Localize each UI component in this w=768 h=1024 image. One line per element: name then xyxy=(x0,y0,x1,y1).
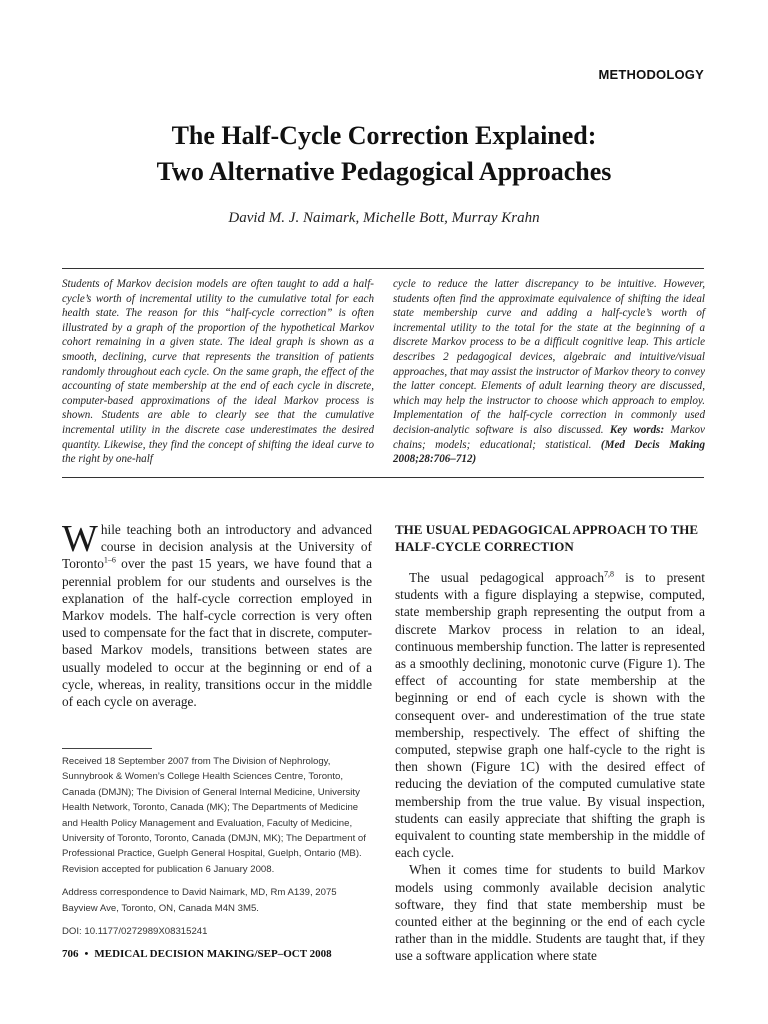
keywords: Markov chains; models; educational; statistical. xyxy=(393,423,705,451)
footnote-address: Address correspondence to David Naimark, MD, Rm A139, 2075 Bayview Ave, Toronto, ON, Canada M4N 3M5. xyxy=(62,887,337,914)
abstract-right-text: cycle to reduce the latter discrepancy to be intuitive. However, students often find the approximate equivalence of shifting the ideal state membership curve and adding a half-cycle’s worth of incremental utility to the total for the state at the beginning of a discrete Markov process to be a difficult cognitive leap. This article describes 2 pedagogical devices, algebraic and intuitive/visual approaches, that may assist the instructor of Markov theory to convey the latter concept. Elements of adult learning theory are discussed, which may help the instructor to choose which approach to employ. Implementation of the half-cycle correction in commonly used decision-analytic software is also discussed. xyxy=(393,278,705,436)
abstract-left-column: Students of Markov decision models are often taught to add a half-cycle’s worth of incremental utility to the cumulative total for each health state. The reason for this “half-cycle correction” is often illustrated by a graph of the proportion of the hypothetical Markov cohort remaining in a given state. The ideal graph is shown as a smooth, declining, curve that represents the transition of patients randomly throughout each cycle. On the same graph, the effect of the accounting of state membership at the end of each cycle in discrete, computer-based approximations of the ideal Markov process is shown. Students are able to clearly see that the cumulative incremental utility in the discrete case underestimates the desired quantity. Likewise, they find the concept of shifting the ideal curve to the right by one-half xyxy=(62,278,374,466)
bullet-icon: • xyxy=(84,948,89,960)
journal-name: MEDICAL DECISION MAKING/SEP–OCT 2008 xyxy=(94,948,332,960)
authors: David M. J. Naimark, Michelle Bott, Murray Krahn xyxy=(228,210,540,226)
footnote-doi: DOI: 10.1177/0272989X08315241 xyxy=(62,926,208,938)
p1-text-a: The usual pedagogical approach xyxy=(409,570,605,585)
drop-cap: W xyxy=(62,518,98,560)
abstract xyxy=(62,268,704,478)
keywords-label: Key words: xyxy=(609,423,665,436)
footnote-divider xyxy=(62,748,152,749)
article-title xyxy=(0,118,768,190)
citation-superscript: 1–6 xyxy=(103,555,116,565)
title-line-1: The Half-Cycle Correction Explained: xyxy=(171,121,597,150)
citation: (Med Decis Making 2008;28:706–712) xyxy=(393,438,705,466)
page-footer xyxy=(62,948,332,960)
footnote-received: Received 18 September 2007 from The Division of Nephrology, Sunnybrook & Women’s College Health Sciences Centre, Toronto, Canada (DMJN); The Division of General Internal Medicine, University Health Network, Toronto, Canada (MK); The Departments of Medicine and Health Policy Management and Evaluation, Faculty of Medicine, University of Toronto, Toronto, Canada (DMJN, MK); The Department of Professional Practice, Guelph General Hospital, Guelph, Ontario (MB). Revision accepted for publication 6 January 2008. xyxy=(62,756,366,875)
paragraph-1 xyxy=(395,569,705,861)
p1-text-b: is to present students with a figure displaying a stepwise, computed, state membership graph representing the output from a discrete Markov process in relation to an ideal, continuous membership function. The latter is represented as a smoothly declining, monotonic curve (Figure 1). The effect of accounting for state membership at the beginning or end of each cycle is shown with the consequent over- and underestimation of the true state membership, respectively. The effect of shifting the computed, stepwise graph one half-cycle to the right is then shown (Figure 1C) with the desired effect of reducing the deviation of the computed cumulative state membership from the true value. By visual inspection, students can easily appreciate that shifting the graph is equivalent to counting state membership in the middle of each cycle. xyxy=(395,570,705,861)
paragraph-2: When it comes time for students to build Markov models using commonly available decision analytic software, they find that state membership must be counted either at the beginning or the end of each cycle rather than in the middle. Students are taught that, if they use a software application where state xyxy=(395,862,705,964)
title-line-2: Two Alternative Pedagogical Approaches xyxy=(156,157,612,186)
p1-superscript: 7,8 xyxy=(604,569,615,579)
intro-paragraph xyxy=(62,518,372,710)
intro-text-b: over the past 15 years, we have found that a perennial problem for our students and ourselves is the explanation of the half-cycle correction employed in Markov models. The half-cycle correction is very often used to compensate for the fact that in discrete, computer-based Markov models, transitions between states are usually modeled to occur at the beginning or end of a cycle, whereas, in reality, transitions occur in the middle of each cycle on average. xyxy=(62,556,372,710)
abstract-right-column xyxy=(393,277,705,467)
section-heading: THE USUAL PEDAGOGICAL APPROACH TO THE HALF-CYCLE CORRECTION xyxy=(395,522,699,554)
body-left-column xyxy=(62,518,372,710)
footnotes xyxy=(62,754,374,947)
body-right-column xyxy=(395,521,705,965)
section-label: METHODOLOGY xyxy=(598,67,704,82)
intro-text-a: hile teaching both an introductory and advanced course in decision analysis at the University of Toronto xyxy=(62,522,372,572)
page-number: 706 xyxy=(62,948,79,960)
